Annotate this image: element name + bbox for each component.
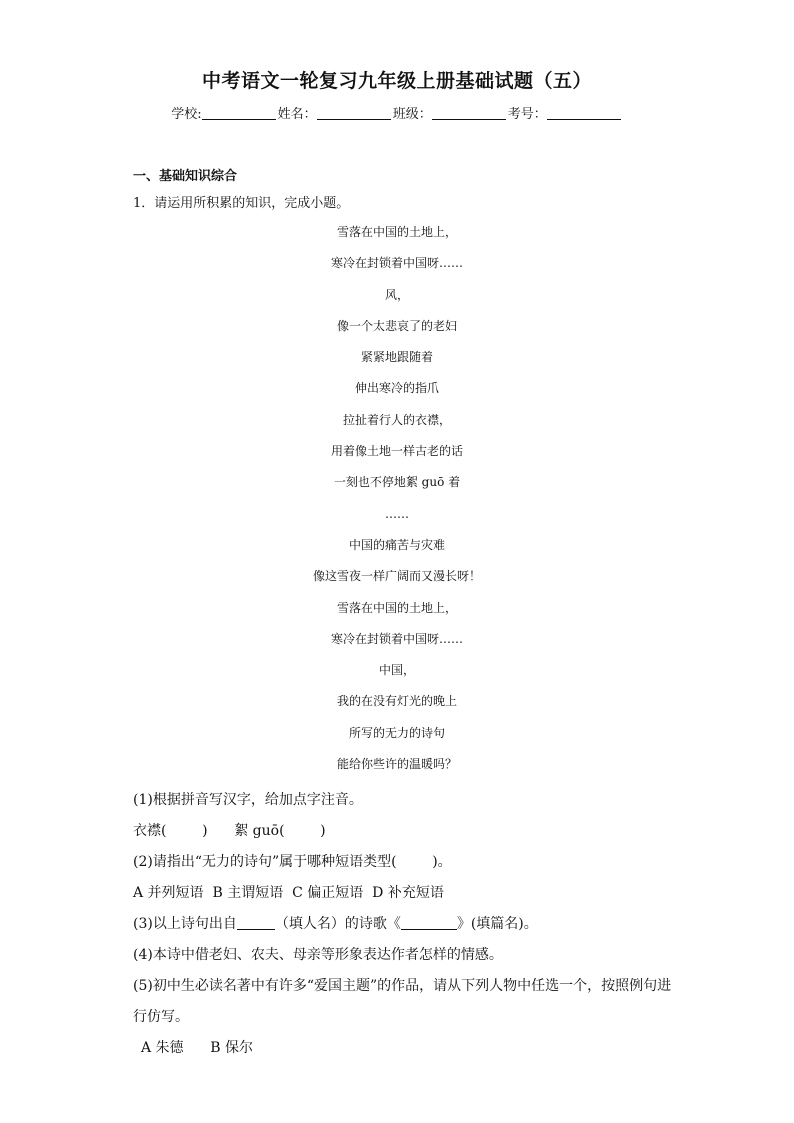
section-heading: 一、基础知识综合 — [133, 169, 238, 184]
author-blank[interactable] — [237, 915, 275, 930]
sub-question-1: (1)根据拼音写汉字，给加点字注音。 — [133, 792, 363, 808]
poem-line: 像一个太悲哀了的老妇 — [336, 318, 457, 333]
poem-line: 雪落在中国的土地上， — [336, 225, 457, 239]
sub-question-5-options: A 朱德 B 保尔 — [141, 1040, 253, 1056]
poem-line: 一刻也不停地絮 guō 着 — [333, 475, 461, 490]
school-blank[interactable] — [202, 107, 276, 120]
poem-line: …… — [385, 506, 409, 521]
poem-line: 我的在没有灯光的晚上 — [336, 694, 457, 709]
sub-question-1-answer: 衣襟( ) 絮 guō( ) — [133, 823, 326, 839]
school-label: 学校: — [171, 107, 202, 122]
sub-question-5-line1: (5)初中生必读名著中有许多“爱国主题”的作品，请从下列人物中任选一个，按照例句进 — [133, 978, 672, 994]
exam-number-blank[interactable] — [547, 107, 621, 120]
question-stem: 1．请运用所积累的知识，完成小题。 — [133, 196, 350, 211]
poem-line: 伸出寒冷的指爪 — [354, 381, 439, 396]
name-blank[interactable] — [317, 107, 391, 120]
name-label: 姓名： — [277, 107, 317, 122]
poem-line: 拉扯着行人的衣襟， — [342, 412, 451, 427]
poem-line: 像这雪夜一样广阔而又漫长呀！ — [312, 569, 481, 584]
q3-text-part2: （填人名）的诗歌《 — [274, 916, 401, 932]
sub-question-3 — [133, 909, 693, 940]
q3-text-part3: 》(填篇名)。 — [456, 916, 538, 932]
poem-line: 寒冷在封锁着中国呀…… — [330, 256, 463, 271]
sub-question-2-options: A 并列短语 B 主谓短语 C 偏正短语 D 补充短语 — [133, 885, 444, 901]
class-label: 班级： — [392, 107, 432, 122]
poem-line: 所写的无力的诗句 — [348, 725, 445, 740]
sub-questions — [133, 785, 693, 1064]
poem-line: 风， — [384, 287, 409, 302]
sub-question-2: (2)请指出“无力的诗句”属于哪种短语类型( )。 — [133, 854, 452, 870]
class-blank[interactable] — [432, 107, 506, 120]
poem-title-blank[interactable] — [401, 915, 457, 930]
student-info-line — [0, 103, 794, 122]
poem-line: 中国的痛苦与灾难 — [348, 537, 445, 552]
poem — [0, 223, 794, 786]
exam-number-label: 考号： — [507, 107, 547, 122]
poem-line: 雪落在中国的土地上， — [336, 600, 457, 615]
poem-line: 中国， — [378, 663, 415, 678]
sub-question-5-line2: 行仿写。 — [133, 1009, 189, 1025]
sub-question-4: (4)本诗中借老妇、农夫、母亲等形象表达作者怎样的情感。 — [133, 947, 503, 963]
q3-text-part1: (3)以上诗句出自 — [133, 916, 237, 932]
poem-line: 寒冷在封锁着中国呀…… — [330, 631, 463, 646]
poem-line: 能给你些许的温暖吗？ — [336, 757, 457, 772]
poem-line: 紧紧地跟随着 — [360, 350, 433, 365]
page-title: 中考语文一轮复习九年级上册基础试题（五） — [201, 70, 592, 92]
poem-line: 用着像土地一样古老的话 — [330, 444, 463, 459]
